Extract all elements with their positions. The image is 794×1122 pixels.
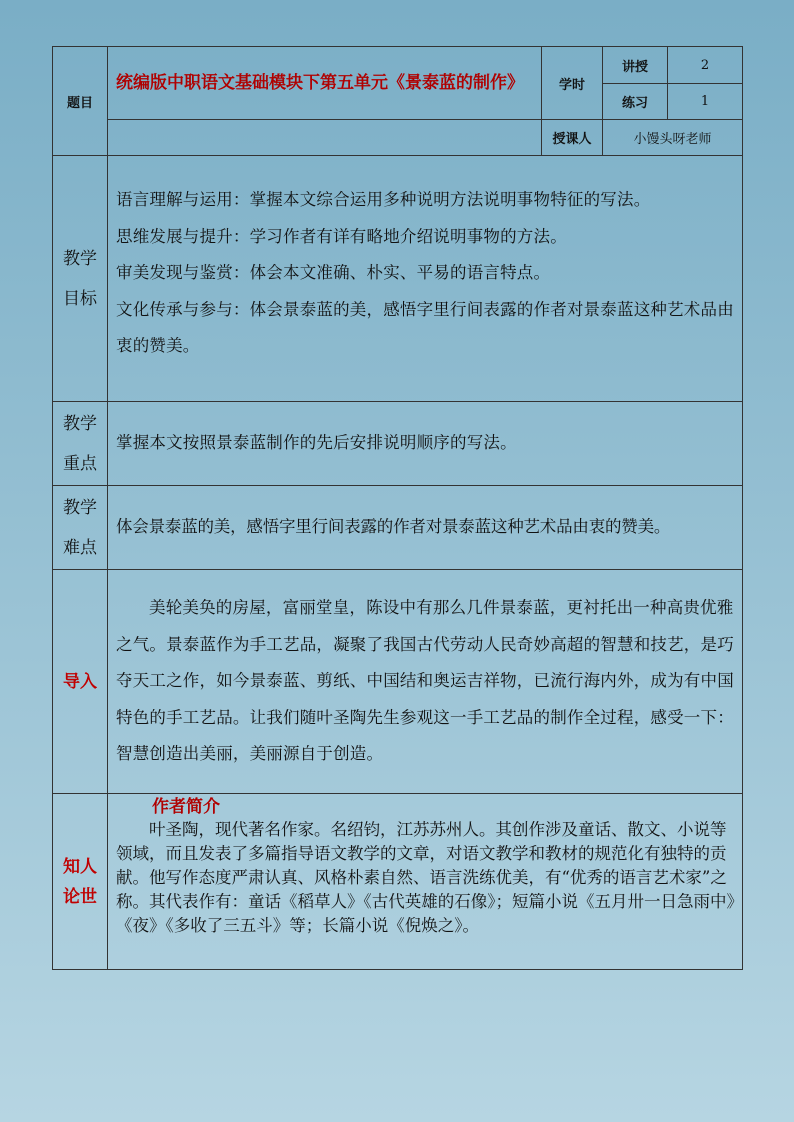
author-label-line2: 论世	[63, 886, 97, 907]
author-bio: 叶圣陶，现代著名作家。名绍钧，江苏苏州人。其创作涉及童话、散文、小说等领域，而且发表了多篇指导语文教学的文章，对语文教学和教材的规范化有独特的贡献。他写作态度严肃认真、风格朴素自然、语言洗练优美，有“优秀的语言艺术家”之称。其代表作有：童话《稻草人》《古代英雄的石像》；短篇小说《五月卅一日急雨中》《夜》《多收了三五斗》等；长篇小说《倪焕之》。	[116, 820, 735, 935]
teacher-name: 小馒头呀老师	[603, 120, 743, 156]
objectives-label-line1: 教学	[63, 248, 97, 269]
difficulties-label	[53, 486, 108, 570]
objective-item: 语言理解与运用：掌握本文综合运用多种说明方法说明事物特征的写法。	[116, 190, 651, 209]
difficulties-label-line1: 教学	[63, 497, 97, 518]
introduction-text: 美轮美奂的房屋，富丽堂皇，陈设中有那么几件景泰蓝，更衬托出一种高贵优雅之气。景泰蓝作为手工艺品，凝聚了我国古代劳动人民奇妙高超的智慧和技艺，是巧夺天工之作，如今景泰蓝、剪纸、中国结和奥运吉祥物，已流行海内外，成为有中国特色的手工艺品。让我们随叶圣陶先生参观这一手工艺品的制作全过程，感受一下：智慧创造出美丽，美丽源自于创造。	[108, 570, 743, 794]
difficulties-text: 体会景泰蓝的美，感悟字里行间表露的作者对景泰蓝这种艺术品由衷的赞美。	[108, 486, 743, 570]
objectives-label-line2: 目标	[63, 288, 97, 309]
difficulties-label-line2: 难点	[63, 537, 97, 558]
objectives-label	[53, 156, 108, 402]
author-heading: 作者简介	[152, 797, 220, 817]
introduction-label: 导入	[53, 570, 108, 794]
lecture-label: 讲授	[603, 47, 668, 84]
topic-title: 统编版中职语文基础模块下第五单元《景泰蓝的制作》	[108, 47, 542, 120]
title-spacer	[108, 120, 542, 156]
topic-label: 题目	[53, 47, 108, 156]
author-label-line1: 知人	[63, 856, 97, 877]
hours-label: 学时	[542, 47, 603, 120]
keypoints-text: 掌握本文按照景泰蓝制作的先后安排说明顺序的写法。	[108, 402, 743, 486]
author-label	[53, 794, 108, 970]
lecture-value: 2	[668, 47, 743, 84]
practice-value: 1	[668, 84, 743, 120]
lesson-plan-table	[52, 46, 743, 970]
keypoints-label-line2: 重点	[63, 453, 97, 474]
lesson-plan	[52, 46, 742, 970]
objective-item: 文化传承与参与：体会景泰蓝的美，感悟字里行间表露的作者对景泰蓝这种艺术品由衷的赞美。	[116, 299, 734, 355]
teacher-label: 授课人	[542, 120, 603, 156]
objective-item: 思维发展与提升：学习作者有详有略地介绍说明事物的方法。	[116, 226, 567, 246]
keypoints-label	[53, 402, 108, 486]
author-content	[108, 794, 743, 970]
practice-label: 练习	[603, 84, 668, 120]
objective-item: 审美发现与鉴赏：体会本文准确、朴实、平易的语言特点。	[116, 263, 551, 282]
objectives-content	[108, 156, 743, 402]
keypoints-label-line1: 教学	[63, 413, 97, 434]
